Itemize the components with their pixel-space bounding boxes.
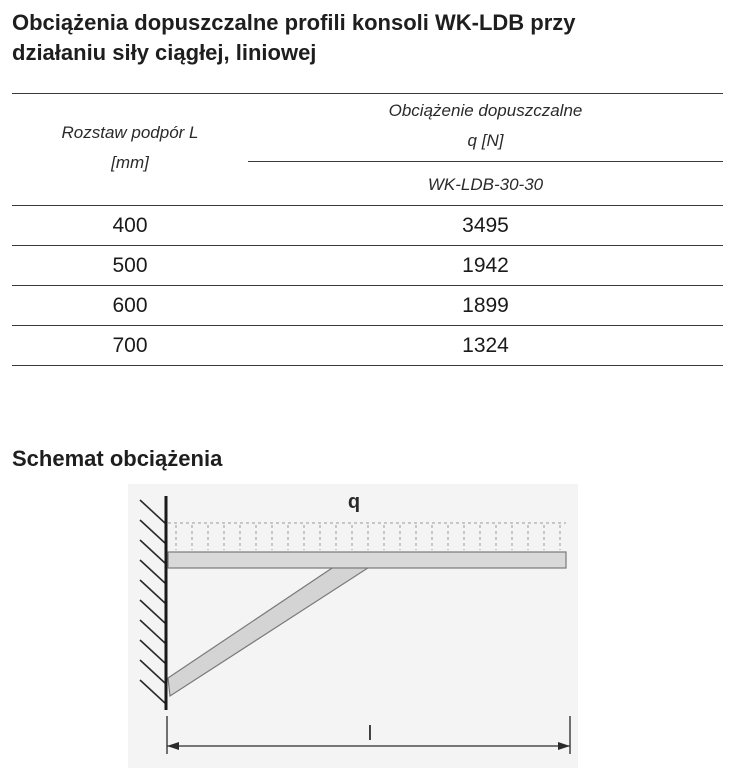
table-row-2-span: 500 [112,254,148,277]
col-load-subheader: WK-LDB-30-30 [427,175,544,194]
table-row-4-span: 700 [112,334,148,357]
table-top-rule [12,93,723,94]
col-span-header-line2: [mm] [111,153,149,172]
title-line-2: działaniu siły ciągłej, liniowej [12,40,317,65]
col-span-header-line1: Rozstaw podpór L [61,123,199,142]
table-row-3-span: 600 [112,294,148,317]
row-rule-2 [12,285,723,286]
row-rule-4 [12,365,723,366]
title-line-1: Obciążenia dopuszczalne profili konsoli WK-LDB przy [12,10,576,35]
header-sub-rule [248,161,723,162]
row-rule-1 [12,245,723,246]
col-load-header-line1: Obciążenie dopuszczalne [388,101,583,120]
header-bottom-rule [12,205,723,206]
table-row-1-span: 400 [112,214,148,237]
table-row-4-load: 1324 [462,334,509,357]
table-row-2-load: 1942 [462,254,509,277]
load-label: q [347,491,361,513]
horizontal-beam [168,552,566,568]
page-title [12,8,722,68]
col-span-header [12,123,248,173]
col-load-header [248,101,723,151]
table-row-3-load: 1899 [462,294,509,317]
load-schema-diagram [0,478,731,768]
schema-title: Schemat obciążenia [12,446,223,471]
row-rule-3 [12,325,723,326]
length-label: l [367,723,373,745]
diagram-background [128,484,578,768]
col-load-header-line2: q [N] [467,131,504,150]
table-row-1-load: 3495 [462,214,509,237]
